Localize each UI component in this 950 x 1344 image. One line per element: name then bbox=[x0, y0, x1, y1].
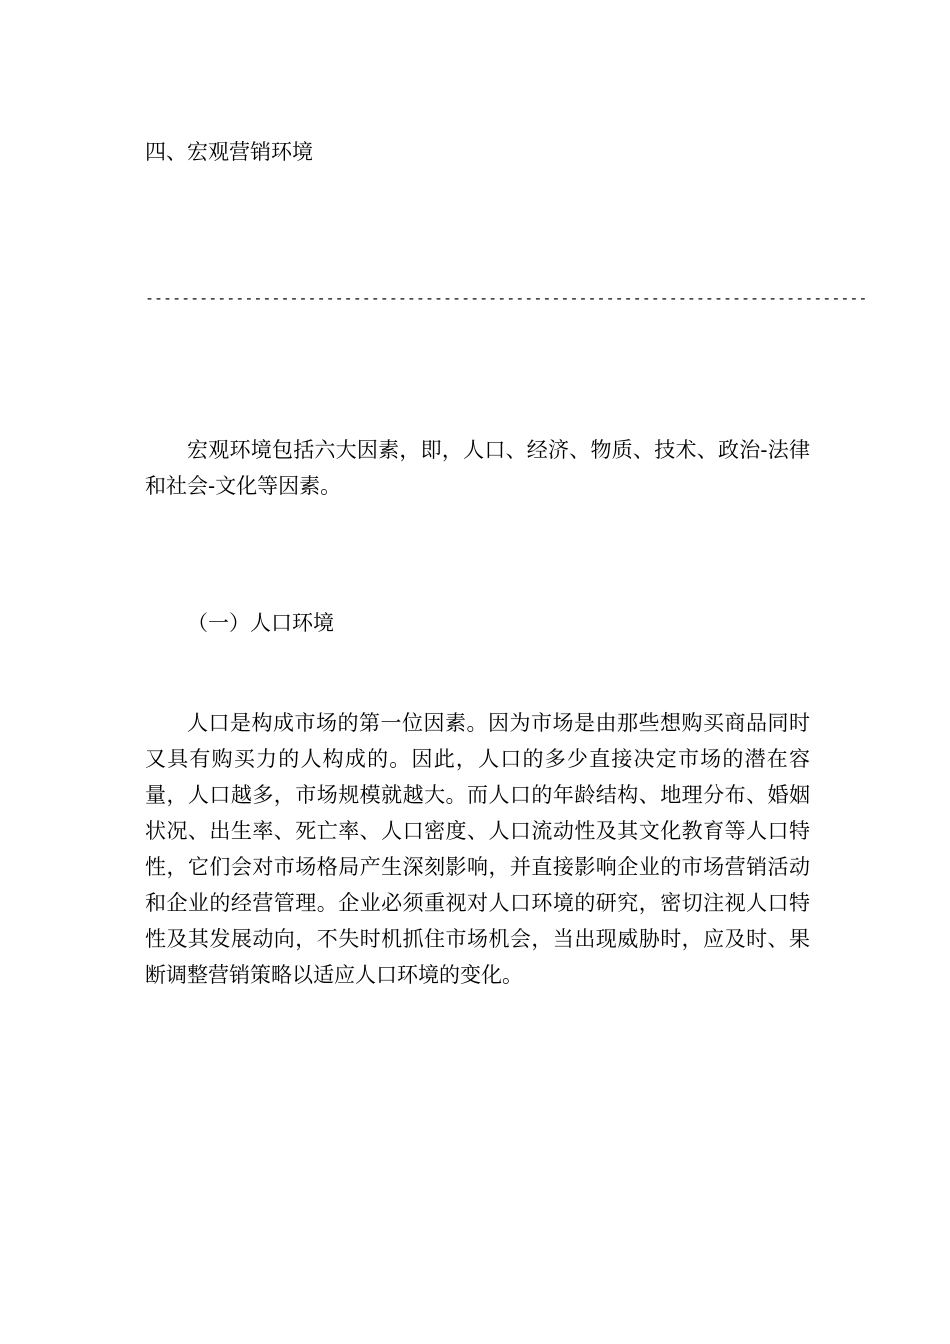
dashed-divider: -------------------------------------------------------------------------------- bbox=[145, 289, 868, 307]
population-paragraph: 人口是构成市场的第一位因素。因为市场是由那些想购买商品同时又具有购买力的人构成的。因此，人口的多少直接决定市场的潜在容量，人口越多，市场规模就越大。而人口的年龄结构、地理分布、婚姻状况、出生率、死亡率、人口密度、人口流动性及其文化教育等人口特性，它们会对市场格局产生深刻影响，并直接影响企业的市场营销活动和企业的经营管理。企业必须重视对人口环境的研究，密切注视人口特性及其发展动向，不失时机抓住市场机会，当出现威胁时，应及时、果断调整营销策略以适应人口环境的变化。 bbox=[145, 711, 810, 987]
subsection-heading: （一）人口环境 bbox=[187, 611, 334, 635]
section-heading: 四、宏观营销环境 bbox=[145, 140, 313, 164]
intro-paragraph: 宏观环境包括六大因素，即，人口、经济、物质、技术、政治-法律和社会-文化等因素。 bbox=[145, 438, 810, 498]
